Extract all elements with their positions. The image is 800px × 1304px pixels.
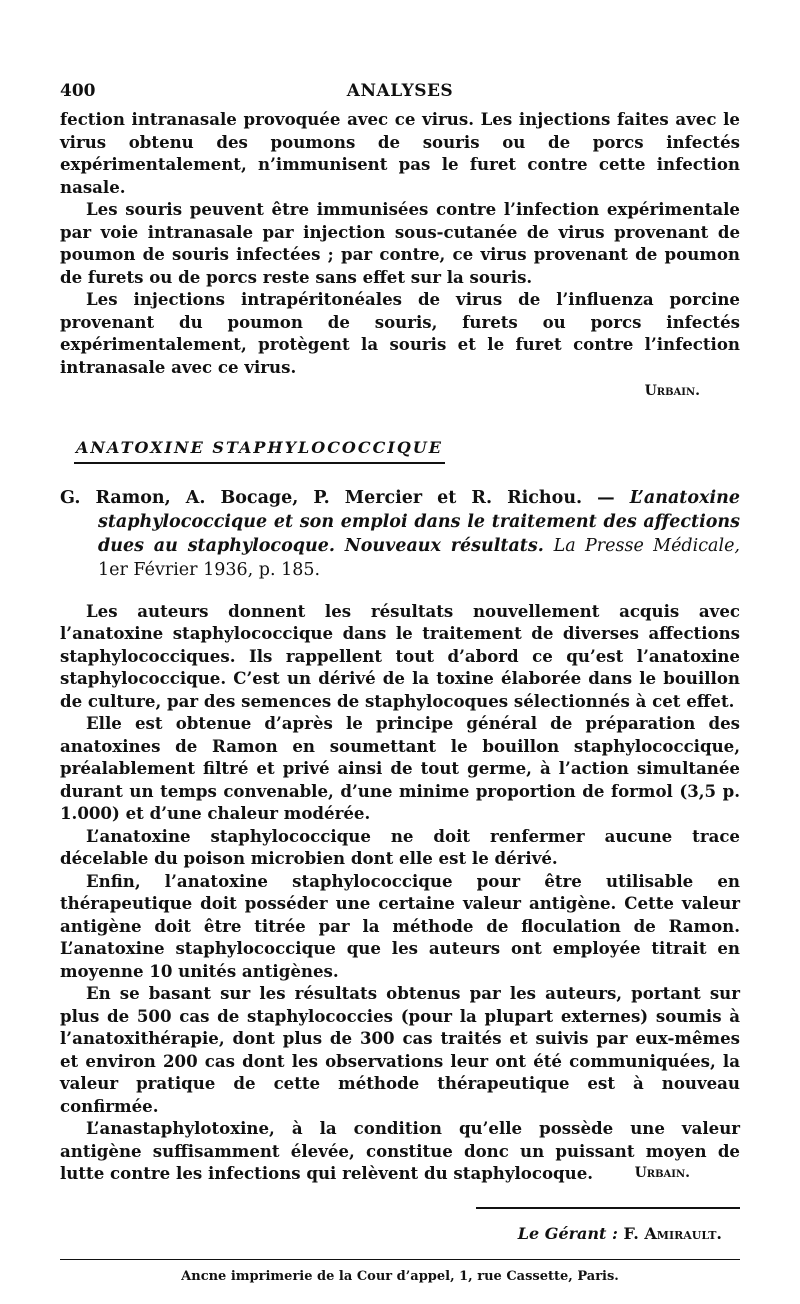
gerant-name: F. Amirault. — [623, 1223, 722, 1243]
citation-date: 1er Février 1936, p. 185. — [98, 560, 321, 580]
paragraph: Enfin, l’anatoxine staphylococcique pour être utilisable en thérapeutique doit posséder une certaine valeur antigène. Cette valeur antigène doit être titrée par la méthode de floculation de Ramon. L’anatoxine staphylococcique que les auteurs ont employée titrait en moyenne 10 unités antigènes. — [60, 870, 740, 981]
author-signature: Urbain. — [644, 383, 700, 399]
article-citation — [60, 486, 740, 582]
citation-authors: G. Ramon, A. Bocage, P. Mercier et R. Richou. — — [60, 488, 615, 508]
gerant-line — [60, 1223, 722, 1246]
printer-imprint: Ancne imprimerie de la Cour d’appel, 1, rue Cassette, Paris. — [181, 1269, 619, 1284]
running-title: ANALYSES — [346, 81, 454, 101]
author-signature: Urbain. — [634, 1165, 690, 1181]
section-heading: ANATOXINE STAPHYLOCOCCIQUE — [74, 437, 445, 465]
gerant-label: Le Gérant : — [517, 1223, 618, 1243]
divider — [476, 1207, 740, 1209]
paragraph: En se basant sur les résultats obtenus par les auteurs, portant sur plus de 500 cas de staphylococcies (pour la plupart externes) soumis à l’anatoxithérapie, dont plus de 300 cas traités et suivis par eux-mêmes et environ 200 cas dont les observations leur ont été communiquées, la valeur pratique de cette méthode thérapeutique est à nouveau confirmée. — [60, 983, 740, 1116]
paragraph — [60, 1117, 740, 1185]
paragraph: Elle est obtenue d’après le principe général de préparation des anatoxines de Ramon en soumettant le bouillon staphylococcique, préalablement filtré et privé ainsi de tout germe, à l’action simultanée durant un temps convenable, d’une minime proportion de formol (3,5 p. 1.000) et d’une chaleur modérée. — [60, 713, 740, 823]
paragraph: Les auteurs donnent les résultats nouvellement acquis avec l’anatoxine staphylococcique dans le traitement de diverses affections staphylococciques. Ils rappellent tout d’abord ce qu’est l’anatoxine staphylococcique. C’est un dérivé de la toxine élaborée dans le bouillon de culture, par des semences de staphylocoques sélectionnés à cet effet. — [60, 600, 740, 711]
page-number: 400 — [60, 81, 96, 101]
page-header — [60, 78, 740, 108]
paragraph: Les souris peuvent être immunisées contre l’infection expérimentale par voie intranasale par injection sous-cutanée de virus provenant de poumon de souris infectées ; par contre, ce virus provenant de poumon de furets ou de porcs reste sans effet sur la souris. — [60, 199, 740, 287]
divider — [60, 1259, 740, 1260]
paragraph: fection intranasale provoquée avec ce virus. Les injections faites avec le virus obtenu des poumons de souris ou de porcs infectés expérimentalement, n’immunisent pas le furet contre cette infection nasale. — [60, 109, 740, 197]
citation-journal: La Presse Médicale, — [553, 536, 740, 556]
paragraph-text: L’anastaphylotoxine, à la condition qu’elle possède une valeur antigène suffisamment élevée, constitue donc un puissant moyen de lutte contre les infections qui relèvent du staphylocoque. — [60, 1118, 740, 1183]
article-body — [60, 600, 740, 1185]
document-page — [60, 78, 740, 1302]
paragraph: Les injections intrapéritonéales de virus de l’influenza porcine provenant du poumon de souris, furets ou porcs infectés expérimentalement, protègent la souris et le furet contre l’infection intranasale avec ce virus. — [60, 289, 740, 377]
paragraph: L’anatoxine staphylococcique ne doit renfermer aucune trace décelable du poison microbien dont elle est le dérivé. — [60, 825, 740, 868]
previous-article — [60, 108, 740, 403]
citation-title: L’anatoxine staphylococcique et son emploi dans le traitement des affections dues au staphylocoque. Nouveaux résultats. — [98, 488, 741, 556]
